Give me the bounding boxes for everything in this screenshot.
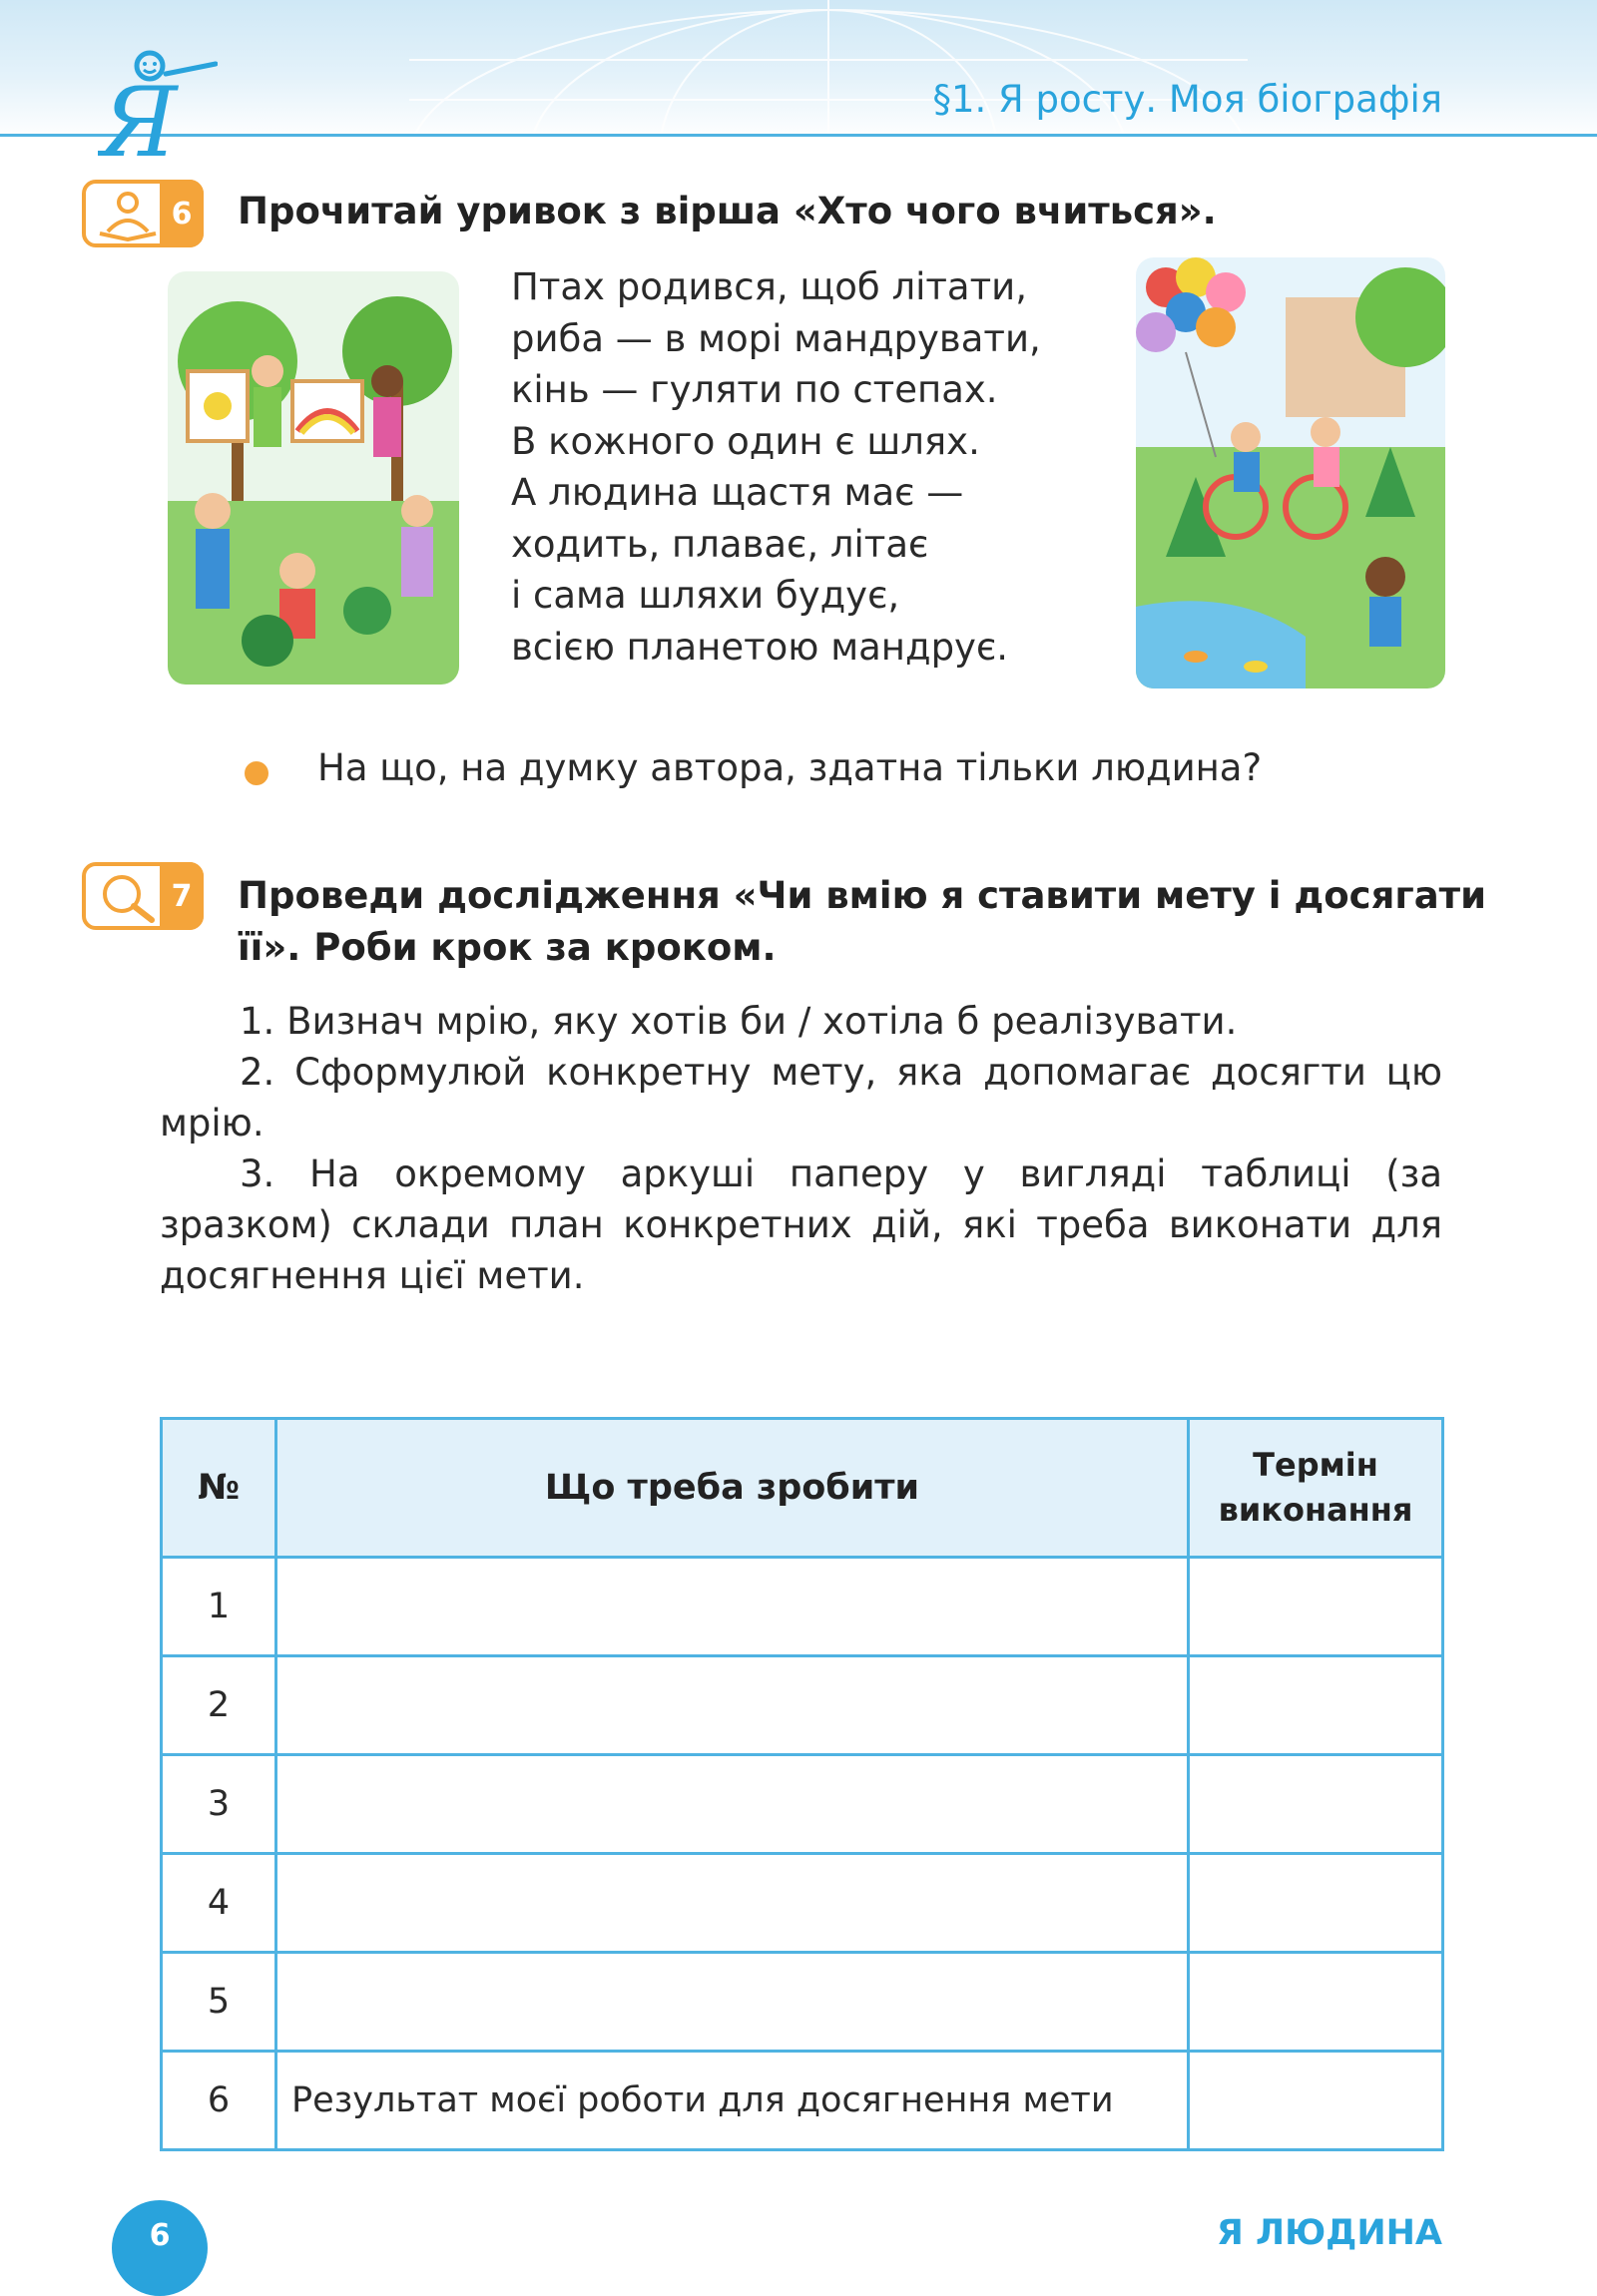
row-what-cell[interactable] — [276, 1656, 1189, 1755]
row-what-cell[interactable] — [276, 1953, 1189, 2052]
bullet-dot — [245, 761, 268, 785]
row-number: 2 — [162, 1656, 276, 1755]
row-number: 5 — [162, 1953, 276, 2052]
poem-line: А людина щастя має — — [511, 471, 964, 514]
column-header-what: Що треба зробити — [276, 1419, 1189, 1558]
step-2: 2. Сформулюй конкретну мету, яка допомагає досягти цю мрію. — [160, 1051, 1442, 1145]
children-garden-illustration — [168, 271, 459, 685]
row-what-cell[interactable] — [276, 1755, 1189, 1854]
table-row — [162, 2052, 1443, 2150]
column-header-term-line: виконання — [1218, 1491, 1413, 1529]
magnifier-icon — [96, 872, 160, 924]
row-term-cell[interactable] — [1189, 2052, 1443, 2150]
reading-person-icon — [96, 190, 160, 241]
header-rule — [0, 134, 1597, 137]
task-7-heading-line: її». Роби крок за кроком. — [238, 926, 777, 969]
table-row — [162, 1755, 1443, 1854]
column-header-term — [1189, 1419, 1443, 1558]
task-number: 7 — [160, 862, 204, 930]
row-term-cell[interactable] — [1189, 1558, 1443, 1656]
svg-text:Я: Я — [100, 67, 178, 162]
task-6-question: На що, на думку автора, здатна тільки людина? — [317, 746, 1263, 789]
poem-line: Птах родився, щоб літати, — [511, 265, 1027, 308]
task-7-heading — [238, 870, 1486, 974]
step-1: 1. Визнач мрію, яку хотів би / хотіла б реалізувати. — [240, 1000, 1238, 1043]
task-7-heading-line: Проведи дослідження «Чи вмію я ставити мету і досягати — [238, 874, 1487, 917]
poem-line: і сама шляхи будує, — [511, 574, 900, 617]
poem-line: риба — в морі мандрувати, — [511, 316, 1041, 360]
poem — [511, 261, 1041, 673]
footer-section-title: Я ЛЮДИНА — [1216, 2213, 1442, 2253]
chapter-title: §1. Я росту. Моя біографія — [932, 78, 1442, 121]
row-number: 4 — [162, 1854, 276, 1953]
row-term-cell[interactable] — [1189, 1656, 1443, 1755]
step-3: 3. На окремому аркуші паперу у вигляді таблиці (за зразком) склади план конкретних дій, які треба виконати для досягнення цієї мети. — [160, 1152, 1442, 1297]
column-header-number: № — [162, 1419, 276, 1558]
row-term-cell[interactable] — [1189, 1755, 1443, 1854]
table-row — [162, 1558, 1443, 1656]
poem-line: ходить, плаває, літає — [511, 522, 929, 566]
row-what-cell: Результат моєї роботи для досягнення мети — [276, 2052, 1189, 2150]
action-plan-table — [160, 1417, 1444, 2151]
poem-line: кінь — гуляти по степах. — [511, 368, 998, 411]
row-number: 1 — [162, 1558, 276, 1656]
page-number-badge: 6 — [112, 2200, 208, 2296]
row-what-cell[interactable] — [276, 1558, 1189, 1656]
task-6-heading: Прочитай уривок з вірша «Хто чого вчиться». — [238, 190, 1217, 232]
row-what-cell[interactable] — [276, 1854, 1189, 1953]
row-number: 3 — [162, 1755, 276, 1854]
task-6-badge — [82, 180, 204, 247]
ya-logo-icon — [98, 50, 218, 162]
children-park-illustration — [1136, 257, 1445, 689]
table-header-row — [162, 1419, 1443, 1558]
poem-line: всією планетою мандрує. — [511, 625, 1009, 669]
task-7-badge — [82, 862, 204, 930]
task-number: 6 — [160, 180, 204, 247]
row-term-cell[interactable] — [1189, 1953, 1443, 2052]
table-row — [162, 1656, 1443, 1755]
column-header-term-line: Термін — [1253, 1446, 1378, 1484]
table-row — [162, 1953, 1443, 2052]
table-row — [162, 1854, 1443, 1953]
row-term-cell[interactable] — [1189, 1854, 1443, 1953]
poem-line: В кожного один є шлях. — [511, 419, 980, 463]
row-number: 6 — [162, 2052, 276, 2150]
